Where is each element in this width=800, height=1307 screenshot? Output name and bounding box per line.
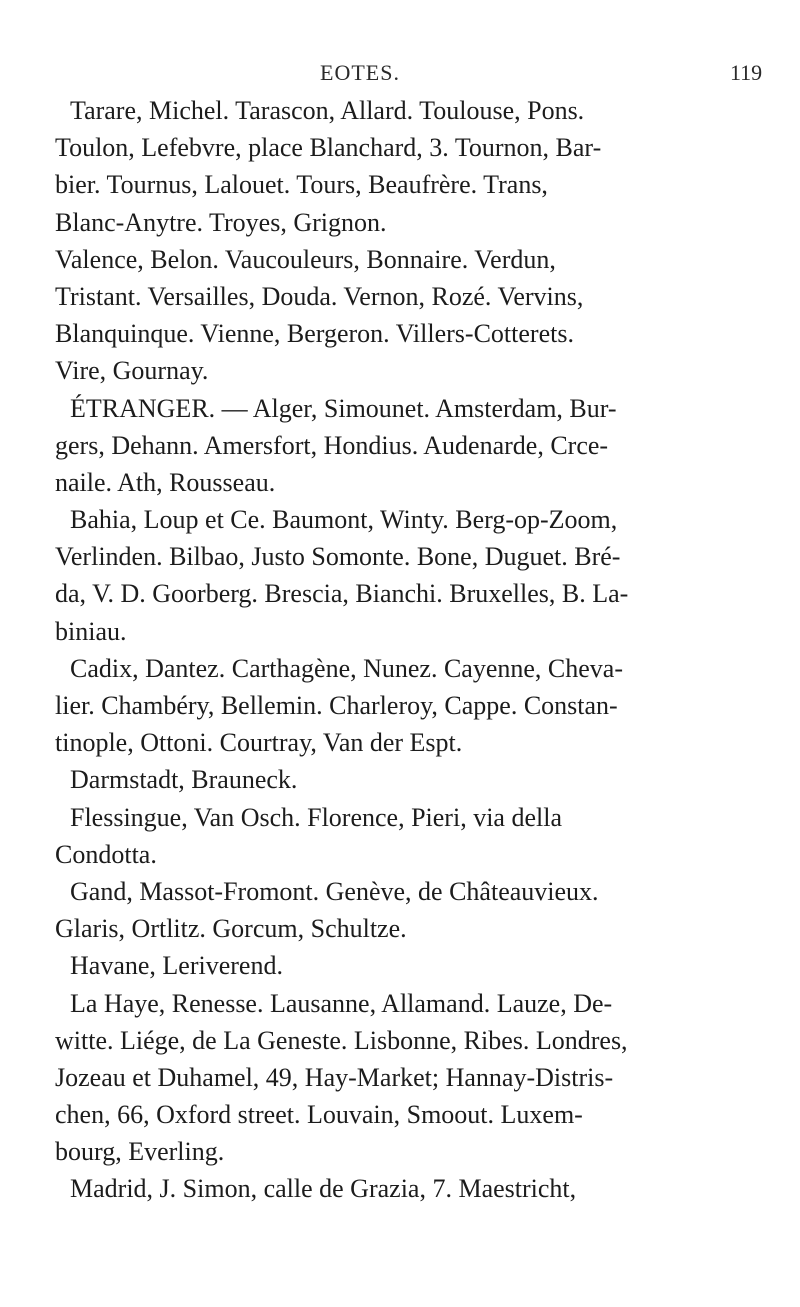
text-line: biniau. bbox=[55, 616, 127, 646]
text-body bbox=[0, 92, 800, 1208]
text-line: Verlinden. Bilbao, Justo Somonte. Bone, Duguet. Bré- bbox=[55, 542, 621, 572]
text-line: Blanquinque. Vienne, Bergeron. Villers-Cotterets. bbox=[55, 319, 574, 349]
running-head bbox=[0, 60, 800, 90]
page-number: 119 bbox=[730, 60, 763, 85]
text-line: naile. Ath, Rousseau. bbox=[55, 467, 276, 497]
text-line: Darmstadt, Brauneck. bbox=[70, 765, 298, 795]
text-line: La Haye, Renesse. Lausanne, Allamand. Lauze, De- bbox=[70, 988, 613, 1018]
text-line: gers, Dehann. Amersfort, Hondius. Audenarde, Crce- bbox=[55, 430, 609, 460]
text-line: Blanc-Anytre. Troyes, Grignon. bbox=[55, 207, 387, 237]
text-line: Tristant. Versailles, Douda. Vernon, Rozé. Vervins, bbox=[55, 281, 584, 311]
text-line: bier. Tournus, Lalouet. Tours, Beaufrère. Trans, bbox=[55, 170, 548, 200]
text-line: ÉTRANGER. — Alger, Simounet. Amsterdam, Bur- bbox=[70, 393, 617, 423]
text-line: Gand, Massot-Fromont. Genève, de Châteauvieux. bbox=[70, 876, 599, 906]
text-line: Havane, Leriverend. bbox=[70, 951, 283, 981]
text-line: Vire, Gournay. bbox=[55, 356, 209, 386]
text-line: Flessingue, Van Osch. Florence, Pieri, via della bbox=[70, 802, 562, 832]
text-line: Glaris, Ortlitz. Gorcum, Schultze. bbox=[55, 914, 407, 944]
text-line: lier. Chambéry, Bellemin. Charleroy, Cappe. Constan- bbox=[55, 691, 618, 720]
text-line: Jozeau et Duhamel, 49, Hay-Market; Hannay-Distris- bbox=[55, 1062, 614, 1092]
text-line: chen, 66, Oxford street. Louvain, Smoout. Luxem- bbox=[55, 1100, 583, 1130]
text-line: Condotta. bbox=[55, 839, 157, 869]
text-line: Bahia, Loup et Ce. Baumont, Winty. Berg-op-Zoom, bbox=[70, 505, 618, 535]
running-head-title: EOTES. bbox=[320, 60, 400, 85]
text-line: bourg, Everling. bbox=[55, 1137, 225, 1167]
text-line: witte. Liége, de La Geneste. Lisbonne, Ribes. Londres, bbox=[55, 1025, 628, 1055]
text-line: tinople, Ottoni. Courtray, Van der Espt. bbox=[55, 728, 463, 758]
text-line: da, V. D. Goorberg. Brescia, Bianchi. Bruxelles, B. La- bbox=[55, 579, 629, 609]
text-line: Cadix, Dantez. Carthagène, Nunez. Cayenne, Cheva- bbox=[70, 653, 624, 683]
text-line: Madrid, J. Simon, calle de Grazia, 7. Maestricht, bbox=[70, 1174, 577, 1204]
text-line: Valence, Belon. Vaucouleurs, Bonnaire. Verdun, bbox=[55, 244, 556, 274]
text-line: Toulon, Lefebvre, place Blanchard, 3. Tournon, Bar- bbox=[55, 133, 602, 163]
text-line: Tarare, Michel. Tarascon, Allard. Toulouse, Pons. bbox=[70, 96, 585, 125]
